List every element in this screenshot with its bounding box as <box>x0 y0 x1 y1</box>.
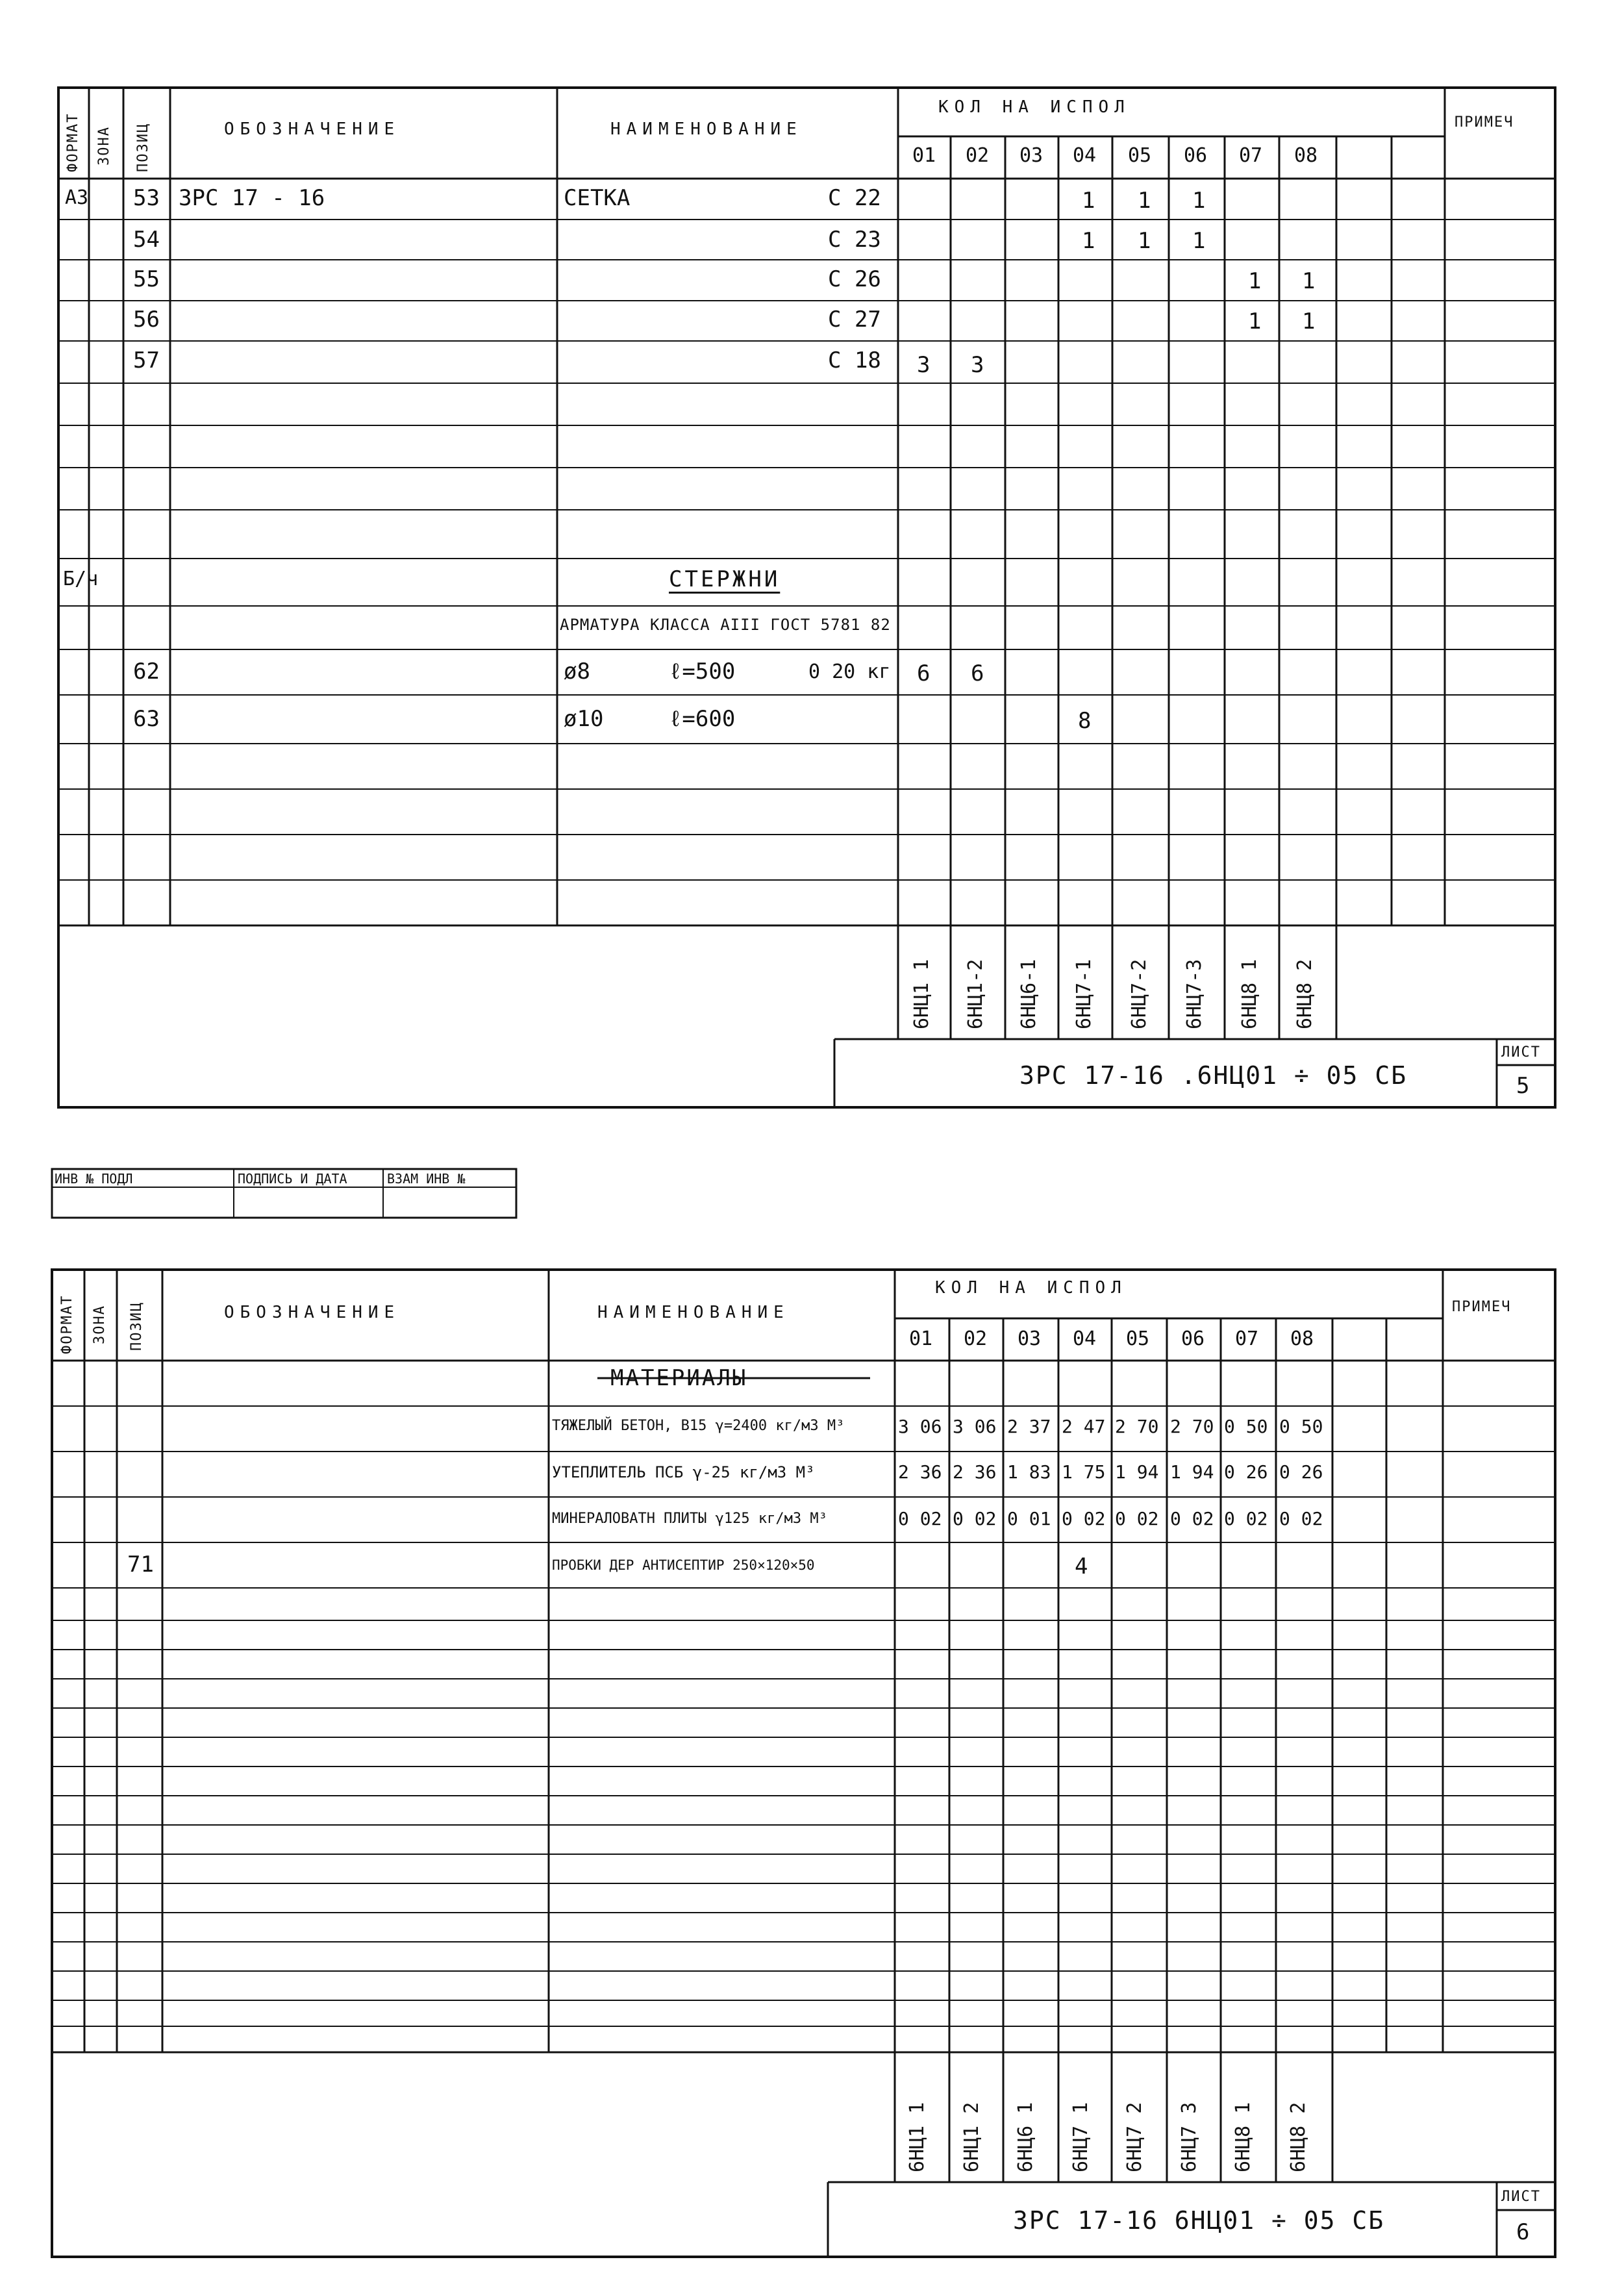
stamp2-sheet-label: ЛИСТ <box>1501 2189 1541 2205</box>
row2-q04: 1 <box>1082 228 1095 254</box>
col-07: 07 <box>1239 144 1263 167</box>
row3-q07: 1 <box>1248 268 1262 294</box>
row3-pos: 55 <box>133 266 160 292</box>
col-03: 03 <box>1019 144 1043 167</box>
header-designation: ОБОЗНАЧЕНИЕ <box>224 119 401 139</box>
col2-07: 07 <box>1235 1327 1259 1350</box>
col-06: 06 <box>1184 144 1208 167</box>
row2-2-name: ТЯЖЕЛЫЙ БЕТОН, В15 γ=2400 кг/м3 М³ <box>552 1418 845 1434</box>
row1-format: А3 <box>65 186 89 209</box>
header2-designation: ОБОЗНАЧЕНИЕ <box>224 1303 401 1322</box>
row2-3-v08: 0 26 <box>1279 1461 1323 1483</box>
row1-q06: 1 <box>1192 188 1206 214</box>
row5-q02: 3 <box>971 352 984 378</box>
section-materials: МАТЕРИАЛЫ <box>610 1365 748 1391</box>
row12-q01: 6 <box>917 660 931 686</box>
row12-name: ø8 <box>564 659 590 685</box>
box-replace: ВЗАМ ИНВ № <box>387 1171 466 1187</box>
row12-mass: 0 20 кг <box>808 660 891 683</box>
stamp-code: ЗРС 17-16 .6НЦ01 ÷ 05 СБ <box>1019 1061 1408 1090</box>
row12-q02: 6 <box>971 660 984 686</box>
row2-q06: 1 <box>1192 228 1206 254</box>
row3-q08: 1 <box>1302 268 1316 294</box>
col-02: 02 <box>966 144 990 167</box>
stamp-sheet-no: 5 <box>1516 1073 1530 1099</box>
col2-02: 02 <box>964 1327 988 1350</box>
variant-08: 6НЦ8 2 <box>1293 959 1316 1029</box>
row2-2-v04: 2 47 <box>1062 1416 1106 1437</box>
stamp2-sheet-no: 6 <box>1516 2219 1530 2245</box>
col2-01: 01 <box>909 1327 933 1350</box>
row5-pos: 57 <box>133 347 160 373</box>
col-04: 04 <box>1073 144 1097 167</box>
header-note: ПРИМЕЧ <box>1455 114 1514 131</box>
row2-4-v02: 0 02 <box>953 1508 997 1529</box>
row2-2-v05: 2 70 <box>1115 1416 1159 1437</box>
row12-length: ℓ=500 <box>669 659 736 685</box>
variant-06: 6НЦ7-3 <box>1183 959 1206 1029</box>
variant-01: 6НЦ1 1 <box>910 959 933 1029</box>
row13-name: ø10 <box>564 706 604 732</box>
row12-pos: 62 <box>133 659 160 685</box>
row2-pos: 54 <box>133 227 160 253</box>
header-zone: ЗОНА <box>96 126 112 166</box>
row4-q07: 1 <box>1248 308 1262 334</box>
row10-format: Б/ч <box>63 568 99 590</box>
header-pos: ПОЗИЦ <box>135 122 151 172</box>
row4-mark: С 27 <box>828 307 881 333</box>
row2-3-v04: 1 75 <box>1062 1461 1106 1483</box>
variant2-08: 6НЦ8 2 <box>1287 2102 1310 2172</box>
col2-04: 04 <box>1073 1327 1097 1350</box>
col2-03: 03 <box>1018 1327 1042 1350</box>
row2-4-v04: 0 02 <box>1062 1508 1106 1529</box>
row13-q04: 8 <box>1078 708 1092 734</box>
header2-pos: ПОЗИЦ <box>129 1301 145 1351</box>
col2-05: 05 <box>1126 1327 1150 1350</box>
row5-q01: 3 <box>917 352 931 378</box>
row1-designation: ЗРС 17 - 16 <box>179 185 325 211</box>
row2-3-v02: 2 36 <box>953 1461 997 1483</box>
row2-2-v07: 0 50 <box>1224 1416 1268 1437</box>
header2-name: НАИМЕНОВАНИЕ <box>597 1303 790 1322</box>
col2-06: 06 <box>1181 1327 1205 1350</box>
row2-mark: С 23 <box>828 227 881 253</box>
row2-4-v06: 0 02 <box>1170 1508 1214 1529</box>
row13-pos: 63 <box>133 706 160 732</box>
row1-q04: 1 <box>1082 188 1095 214</box>
variant2-04: 6НЦ7 1 <box>1069 2102 1092 2172</box>
row1-mark: С 22 <box>828 185 881 211</box>
row2-2-v08: 0 50 <box>1279 1416 1323 1437</box>
header2-qty: КОЛ НА ИСПОЛ <box>935 1278 1127 1298</box>
variant-04: 6НЦ7-1 <box>1073 959 1095 1029</box>
row2-5-name: ПРОБКИ ДЕР АНТИСЕПТИР 250×120×50 <box>552 1557 815 1573</box>
row2-4-v08: 0 02 <box>1279 1508 1323 1529</box>
row2-2-v01: 3 06 <box>898 1416 942 1437</box>
variant-02: 6НЦ1-2 <box>964 959 987 1029</box>
sheet-2 <box>0 1143 1624 2288</box>
variant2-07: 6НЦ8 1 <box>1232 2102 1255 2172</box>
stamp2-code: ЗРС 17-16 6НЦ01 ÷ 05 СБ <box>1013 2206 1385 2235</box>
row1-name: СЕТКА <box>564 185 631 211</box>
box-inv: ИНВ № ПОДЛ <box>55 1171 133 1187</box>
row4-pos: 56 <box>133 307 160 333</box>
variant2-06: 6НЦ7 3 <box>1178 2102 1201 2172</box>
row3-mark: С 26 <box>828 266 881 292</box>
row13-length: ℓ=600 <box>669 706 736 732</box>
header-name: НАИМЕНОВАНИЕ <box>610 119 803 139</box>
row2-4-v07: 0 02 <box>1224 1508 1268 1529</box>
row2-3-v01: 2 36 <box>898 1461 942 1483</box>
row11-name: АРМАТУРА КЛАССА АIII ГОСТ 5781 82 <box>560 616 891 634</box>
col2-08: 08 <box>1290 1327 1314 1350</box>
row2-2-v06: 2 70 <box>1170 1416 1214 1437</box>
col-01: 01 <box>912 144 936 167</box>
variant2-03: 6НЦ6 1 <box>1014 2102 1037 2172</box>
row2-3-v03: 1 83 <box>1007 1461 1051 1483</box>
box-sign: ПОДПИСЬ И ДАТА <box>238 1171 347 1187</box>
row2-3-v07: 0 26 <box>1224 1461 1268 1483</box>
header-qty: КОЛ НА ИСПОЛ <box>938 97 1131 117</box>
col-08: 08 <box>1294 144 1318 167</box>
header-format: ФОРМАТ <box>65 112 81 172</box>
row2-3-v06: 1 94 <box>1170 1461 1214 1483</box>
row1-pos: 53 <box>133 185 160 211</box>
header2-format: ФОРМАТ <box>59 1294 75 1354</box>
variant2-01: 6НЦ1 1 <box>906 2102 929 2172</box>
section-rods: СТЕРЖНИ <box>669 566 781 592</box>
sheet-1-grid <box>0 0 1624 1143</box>
variant-05: 6НЦ7-2 <box>1128 959 1151 1029</box>
row5-mark: С 18 <box>828 347 881 373</box>
row2-4-name: МИНЕРАЛОВАТН ПЛИТЫ γ125 кг/м3 М³ <box>552 1511 827 1527</box>
header2-zone: ЗОНА <box>92 1305 108 1344</box>
variant2-05: 6НЦ7 2 <box>1123 2102 1146 2172</box>
row2-4-v05: 0 02 <box>1115 1508 1159 1529</box>
row2-2-v03: 2 37 <box>1007 1416 1051 1437</box>
col-05: 05 <box>1128 144 1152 167</box>
row2-2-v02: 3 06 <box>953 1416 997 1437</box>
header2-note: ПРИМЕЧ <box>1452 1299 1512 1315</box>
row4-q08: 1 <box>1302 308 1316 334</box>
row2-q05: 1 <box>1138 228 1151 254</box>
row2-3-name: УТЕПЛИТЕЛЬ ПСБ γ-25 кг/м3 М³ <box>552 1463 815 1481</box>
sheet-1 <box>0 0 1624 1143</box>
row2-3-v05: 1 94 <box>1115 1461 1159 1483</box>
row1-q05: 1 <box>1138 188 1151 214</box>
row2-4-v01: 0 02 <box>898 1508 942 1529</box>
variant-07: 6НЦ8 1 <box>1238 959 1261 1029</box>
variant2-02: 6НЦ1 2 <box>960 2102 983 2172</box>
row2-5-pos: 71 <box>127 1552 154 1578</box>
row2-5-q04: 4 <box>1075 1553 1088 1579</box>
stamp-sheet-label: ЛИСТ <box>1501 1044 1541 1061</box>
variant-03: 6НЦ6-1 <box>1018 959 1040 1029</box>
row2-4-v03: 0 01 <box>1007 1508 1051 1529</box>
